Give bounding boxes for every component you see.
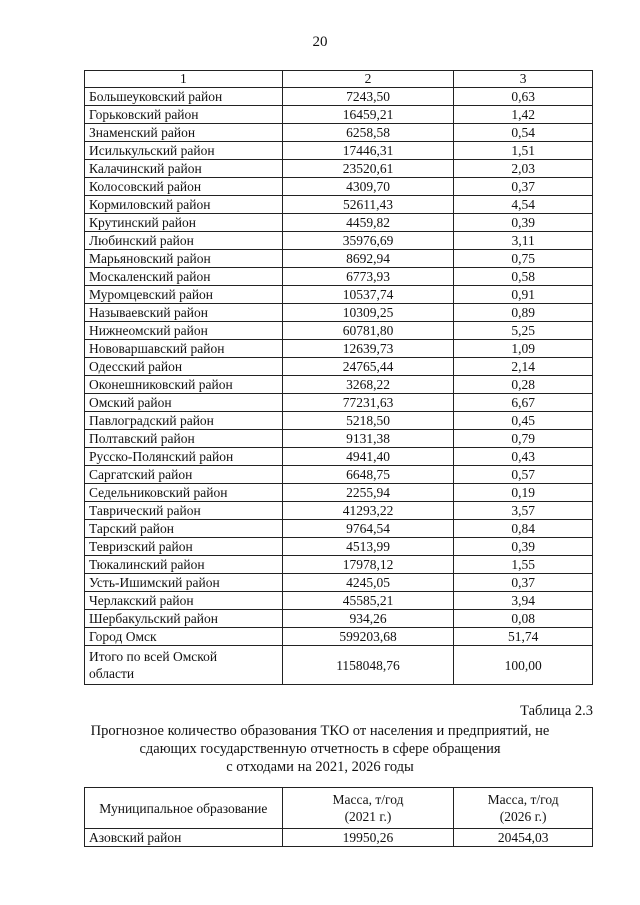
header-mass-2021-line1: Масса, т/год: [332, 792, 404, 807]
mass-value: 23520,61: [282, 160, 454, 178]
table-row: [85, 214, 593, 232]
table-row: [85, 574, 593, 592]
share-value: 2,03: [454, 160, 593, 178]
mass-value: 17446,31: [282, 142, 454, 160]
table-row: [85, 178, 593, 196]
district-name: Омский район: [85, 394, 283, 412]
table-row: [85, 106, 593, 124]
table-row: [85, 376, 593, 394]
district-name: Называевский район: [85, 304, 283, 322]
header-mass-2026-line2: (2026 г.): [499, 809, 547, 824]
share-value: 0,39: [454, 214, 593, 232]
table-row: [85, 502, 593, 520]
district-name: Саргатский район: [85, 466, 283, 484]
share-value: 6,67: [454, 394, 593, 412]
header-municipality: Муниципальное образование: [85, 788, 283, 829]
mass-value: 16459,21: [282, 106, 454, 124]
district-name: Калачинский район: [85, 160, 283, 178]
district-name: Город Омск: [85, 628, 283, 646]
mass-value: 52611,43: [282, 196, 454, 214]
mass-value: 4941,40: [282, 448, 454, 466]
district-name: Нововаршавский район: [85, 340, 283, 358]
table-row: [85, 538, 593, 556]
share-value: 0,54: [454, 124, 593, 142]
share-value: 0,84: [454, 520, 593, 538]
table-row: [85, 412, 593, 430]
mass-value: 35976,69: [282, 232, 454, 250]
district-name: Знаменский район: [85, 124, 283, 142]
table-row: [85, 286, 593, 304]
mass-value: 10309,25: [282, 304, 454, 322]
waste-distribution-table: [84, 70, 593, 685]
table-row: [85, 448, 593, 466]
table-row: [85, 160, 593, 178]
mass-value: 60781,80: [282, 322, 454, 340]
mass-value: 4245,05: [282, 574, 454, 592]
share-value: 0,39: [454, 538, 593, 556]
share-value: 0,45: [454, 412, 593, 430]
share-value: 0,79: [454, 430, 593, 448]
mass-value: 934,26: [282, 610, 454, 628]
share-value: 3,94: [454, 592, 593, 610]
share-value: 4,54: [454, 196, 593, 214]
share-value: 0,57: [454, 466, 593, 484]
district-name: Седельниковский район: [85, 484, 283, 502]
table-row: [85, 829, 593, 847]
mass-value: 599203,68: [282, 628, 454, 646]
mass-value: 7243,50: [282, 88, 454, 106]
column-header-3: 3: [454, 71, 593, 88]
table-row: [85, 340, 593, 358]
table-row: [85, 520, 593, 538]
table-row: [85, 232, 593, 250]
forecast-table: [84, 787, 593, 847]
district-name: Тевризский район: [85, 538, 283, 556]
mass-value: 5218,50: [282, 412, 454, 430]
table-label: Таблица 2.3: [520, 703, 593, 719]
district-name: Москаленский район: [85, 268, 283, 286]
table-row: [85, 592, 593, 610]
table-row: [85, 466, 593, 484]
share-value: 0,28: [454, 376, 593, 394]
mass-value: 24765,44: [282, 358, 454, 376]
share-value: 0,37: [454, 178, 593, 196]
district-name: Таврический район: [85, 502, 283, 520]
share-value: 0,63: [454, 88, 593, 106]
district-name: Исилькульский район: [85, 142, 283, 160]
mass-value: 4513,99: [282, 538, 454, 556]
table-row: [85, 358, 593, 376]
header-mass-2021: [282, 788, 454, 829]
table-title-line: Прогнозное количество образования ТКО от населения и предприятий, не: [90, 723, 550, 739]
district-name: Крутинский район: [85, 214, 283, 232]
table-title-line: сдающих государственную отчетность в сфере обращения: [139, 741, 501, 757]
district-name: Шербакульский район: [85, 610, 283, 628]
share-value: 0,08: [454, 610, 593, 628]
share-value: 1,42: [454, 106, 593, 124]
district-name: Нижнеомский район: [85, 322, 283, 340]
district-name: Марьяновский район: [85, 250, 283, 268]
share-value: 0,91: [454, 286, 593, 304]
mass-value: 10537,74: [282, 286, 454, 304]
total-label: [85, 646, 283, 685]
mass-value: 45585,21: [282, 592, 454, 610]
share-value: 0,19: [454, 484, 593, 502]
share-value: 0,43: [454, 448, 593, 466]
table-row: [85, 88, 593, 106]
table-row: [85, 304, 593, 322]
total-mass: 1158048,76: [282, 646, 454, 685]
share-value: 0,89: [454, 304, 593, 322]
mass-value: 6258,58: [282, 124, 454, 142]
share-value: 5,25: [454, 322, 593, 340]
district-name: Тарский район: [85, 520, 283, 538]
table-row: [85, 142, 593, 160]
mass-value: 4309,70: [282, 178, 454, 196]
share-value: 3,57: [454, 502, 593, 520]
share-value: 0,37: [454, 574, 593, 592]
district-name: Черлакский район: [85, 592, 283, 610]
mass-value: 12639,73: [282, 340, 454, 358]
column-header-2: 2: [282, 71, 454, 88]
mass-value: 9764,54: [282, 520, 454, 538]
table-row: [85, 322, 593, 340]
district-name: Усть-Ишимский район: [85, 574, 283, 592]
table-row: [85, 268, 593, 286]
table-row: [85, 556, 593, 574]
table-row: [85, 610, 593, 628]
district-name: Колосовский район: [85, 178, 283, 196]
district-name: Муромцевский район: [85, 286, 283, 304]
mass-2021-value: 19950,26: [282, 829, 454, 847]
table-row: [85, 124, 593, 142]
table-title: [0, 722, 640, 776]
table-row: [85, 196, 593, 214]
district-name: Горьковский район: [85, 106, 283, 124]
district-name: Любинский район: [85, 232, 283, 250]
mass-value: 6648,75: [282, 466, 454, 484]
share-value: 1,51: [454, 142, 593, 160]
share-value: 0,75: [454, 250, 593, 268]
total-percent: 100,00: [454, 646, 593, 685]
share-value: 2,14: [454, 358, 593, 376]
share-value: 51,74: [454, 628, 593, 646]
table-row: [85, 484, 593, 502]
district-name: Тюкалинский район: [85, 556, 283, 574]
mass-value: 41293,22: [282, 502, 454, 520]
district-name: Кормиловский район: [85, 196, 283, 214]
mass-value: 77231,63: [282, 394, 454, 412]
mass-value: 8692,94: [282, 250, 454, 268]
forecast-header-row: [85, 788, 593, 829]
total-label-line: области: [89, 666, 135, 681]
table-header-row: [85, 71, 593, 88]
page-number: 20: [312, 34, 328, 50]
mass-value: 6773,93: [282, 268, 454, 286]
mass-value: 2255,94: [282, 484, 454, 502]
mass-value: 17978,12: [282, 556, 454, 574]
share-value: 1,55: [454, 556, 593, 574]
total-row: [85, 646, 593, 685]
table-title-line: с отходами на 2021, 2026 годы: [226, 759, 414, 775]
header-mass-2026-line1: Масса, т/год: [487, 792, 559, 807]
table-row: [85, 628, 593, 646]
table-row: [85, 250, 593, 268]
mass-value: 4459,82: [282, 214, 454, 232]
header-mass-2026: [454, 788, 593, 829]
mass-value: 3268,22: [282, 376, 454, 394]
total-label-line: Итого по всей Омской: [89, 649, 218, 664]
district-name: Русско-Полянский район: [85, 448, 283, 466]
column-header-1: 1: [85, 71, 283, 88]
header-mass-2021-line2: (2021 г.): [344, 809, 392, 824]
share-value: 0,58: [454, 268, 593, 286]
district-name: Большеуковский район: [85, 88, 283, 106]
district-name: Павлоградский район: [85, 412, 283, 430]
district-name: Одесский район: [85, 358, 283, 376]
share-value: 1,09: [454, 340, 593, 358]
share-value: 3,11: [454, 232, 593, 250]
district-name: Оконешниковский район: [85, 376, 283, 394]
table-row: [85, 394, 593, 412]
mass-value: 9131,38: [282, 430, 454, 448]
district-name: Полтавский район: [85, 430, 283, 448]
table-row: [85, 430, 593, 448]
mass-2026-value: 20454,03: [454, 829, 593, 847]
district-name: Азовский район: [85, 829, 283, 847]
